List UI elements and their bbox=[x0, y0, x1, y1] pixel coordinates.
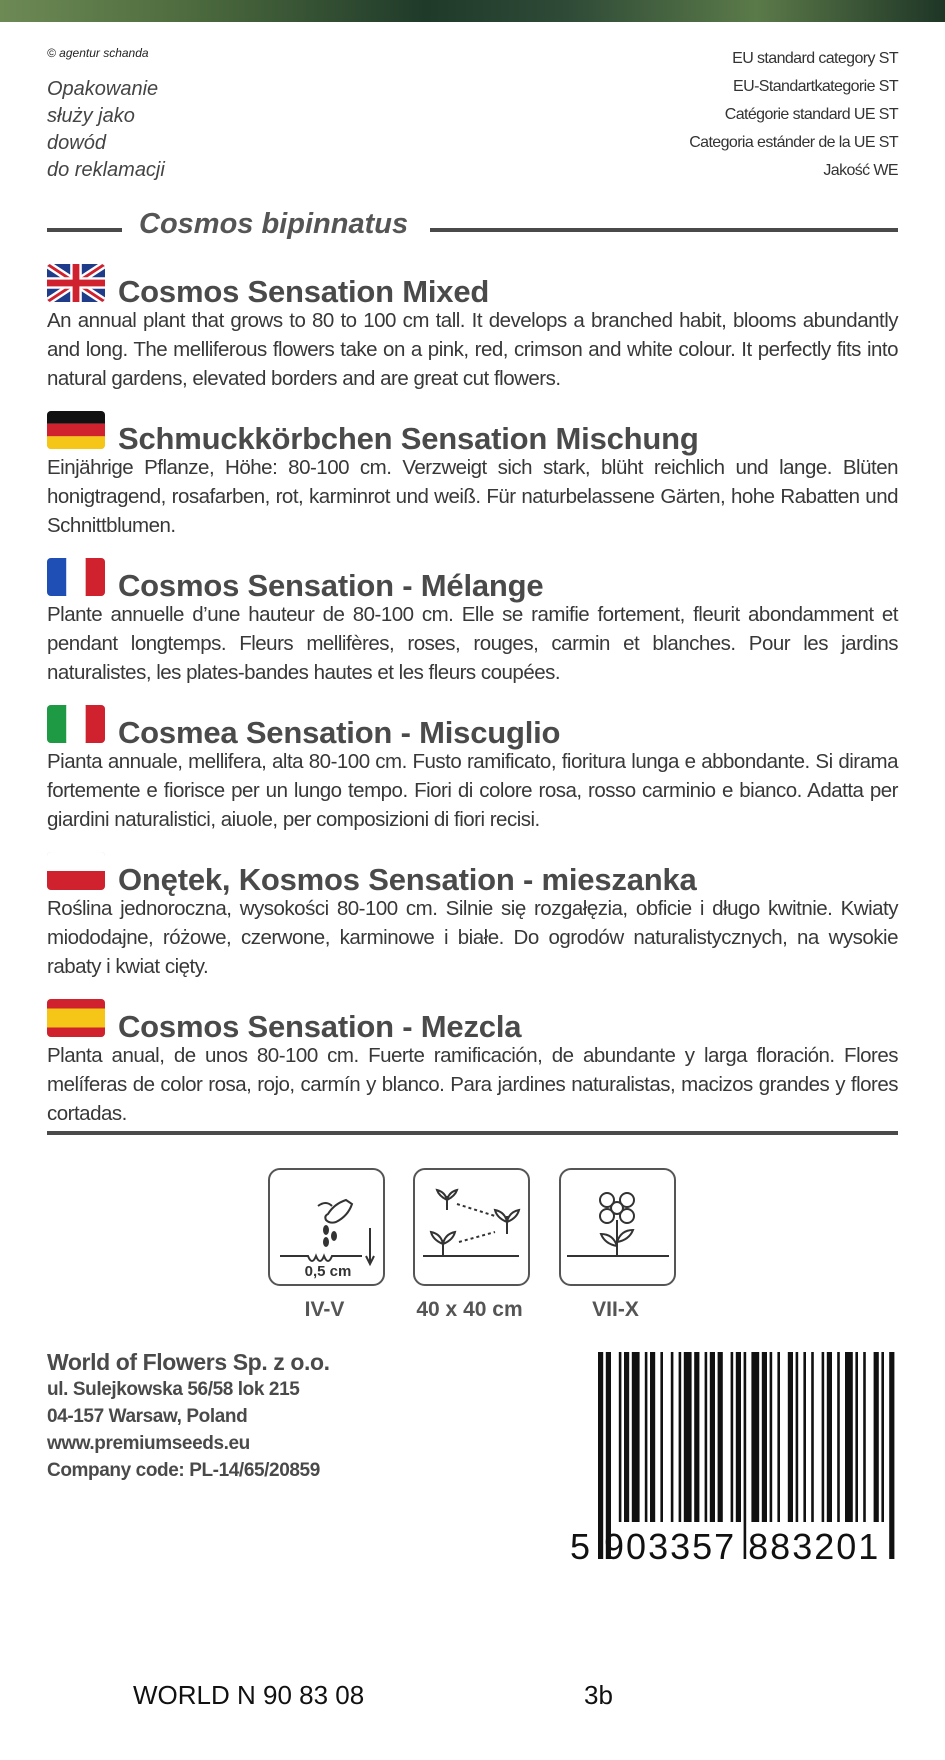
company-website: www.premiumseeds.eu bbox=[47, 1433, 250, 1454]
barcode-bar bbox=[684, 1352, 692, 1522]
section-description: Pianta annuale, mellifera, alta 80-100 cm. Fusto ramificato, fioritura lunga e abbondante. Si dirama fortemente e fiorisce per un lungo tempo. Fiori di colore rosa, rosso carminio e bianco. Adatta per giardini naturalistici, aiuole, per composizioni di fiori recisi. bbox=[47, 750, 898, 831]
sowing-depth-label: 0,5 cm bbox=[304, 1263, 352, 1280]
top-photo-strip bbox=[0, 0, 945, 22]
barcode-number: 5 903357 883201 bbox=[570, 1526, 881, 1567]
barcode-bar bbox=[822, 1352, 825, 1522]
barcode-bar bbox=[811, 1352, 814, 1522]
company-name: World of Flowers Sp. z o.o. bbox=[47, 1349, 330, 1375]
species-rule-left bbox=[47, 228, 122, 232]
section-title: Onętek, Kosmos Sensation - mieszanka bbox=[118, 862, 697, 897]
barcode-bar bbox=[710, 1352, 715, 1522]
barcode-bar bbox=[777, 1352, 780, 1522]
section-french bbox=[47, 558, 898, 687]
poland-flag-icon bbox=[47, 852, 105, 890]
barcode-bar bbox=[650, 1352, 655, 1522]
section-description: Einjährige Pflanze, Höhe: 80-100 cm. Verzweigt sich stark, blüht reichlich und lange. Blüten honigtragend, rosafarben, rot, karminrot und weiß. Für naturbelassene Gärten, hohe Rabatten und Schnittblumen. bbox=[47, 456, 898, 537]
barcode-bar bbox=[881, 1352, 884, 1522]
spain-flag-icon bbox=[47, 999, 105, 1037]
barcode-bar bbox=[770, 1352, 773, 1522]
packaging-note-line: do reklamacji bbox=[47, 159, 165, 181]
barcode-bar bbox=[671, 1352, 674, 1522]
section-english bbox=[47, 264, 898, 393]
separator-rule bbox=[47, 1131, 898, 1135]
packaging-note-line: Opakowanie bbox=[47, 78, 159, 100]
germany-flag-icon bbox=[47, 411, 105, 449]
italy-flag-icon bbox=[47, 705, 105, 743]
barcode-bar bbox=[845, 1352, 853, 1522]
barcode-bar bbox=[736, 1352, 741, 1522]
eu-category-line: Catégorie standard UE ST bbox=[724, 106, 898, 123]
barcode-bar bbox=[718, 1352, 723, 1522]
uk-flag-icon bbox=[47, 264, 105, 302]
section-description: An annual plant that grows to 80 to 100 cm tall. It develops a branched habit, blooms abundantly and long. The melliferous flowers take on a pink, red, crimson and white colour. It perfectly fits into natural gardens, elevated borders and are great cut flowers. bbox=[47, 309, 898, 390]
barcode-bar bbox=[632, 1352, 640, 1522]
barcode-bar bbox=[788, 1352, 793, 1522]
section-spanish bbox=[47, 999, 898, 1128]
section-title: Cosmos Sensation Mixed bbox=[118, 274, 490, 309]
section-description: Plante annuelle d’une hauteur de 80-100 cm. Elle se ramifie fortement, fleurit abondamment et pendant longtemps. Fleurs mellifères, roses, rouges, carmin et blanches. Pour les jardins naturalistes, les plates-bandes hautes et les fleurs coupées. bbox=[47, 603, 898, 684]
flowering-icon bbox=[559, 1168, 676, 1286]
sowing-period-label: IV-V bbox=[304, 1298, 345, 1321]
plant-spacing-icon bbox=[413, 1168, 530, 1286]
section-title: Cosmos Sensation - Mezcla bbox=[118, 1009, 522, 1044]
france-flag-icon bbox=[47, 558, 105, 596]
barcode-bar bbox=[679, 1352, 682, 1522]
barcode-bar bbox=[874, 1352, 879, 1522]
section-polish bbox=[47, 852, 898, 981]
packaging-note-line: służy jako bbox=[47, 105, 135, 127]
eu-category-list bbox=[689, 45, 898, 185]
barcode-bar bbox=[660, 1352, 663, 1522]
barcode-bar bbox=[731, 1352, 734, 1522]
barcode-bar bbox=[645, 1352, 648, 1522]
sowing-depth-icon bbox=[268, 1168, 385, 1286]
company-address-line: 04-157 Warsaw, Poland bbox=[47, 1406, 248, 1427]
barcode-bar bbox=[624, 1352, 629, 1522]
eu-category-line: Categoria estánder de la UE ST bbox=[689, 134, 898, 151]
section-title: Cosmea Sensation - Miscuglio bbox=[118, 715, 561, 750]
barcode-bar bbox=[855, 1352, 858, 1522]
section-german bbox=[47, 411, 898, 540]
barcode-bar bbox=[796, 1352, 799, 1522]
copyright-note: © agentur schanda bbox=[47, 46, 149, 60]
barcode-bar bbox=[751, 1352, 759, 1522]
barcode-bar bbox=[619, 1352, 622, 1522]
section-description: Planta anual, de unos 80-100 cm. Fuerte ramificación, de abundante y larga floración. Flores melíferas de color rosa, rojo, carmín y blanco. Para jardines naturalistas, macizos grandes y flores cortadas. bbox=[47, 1044, 898, 1125]
print-variant: 3b bbox=[584, 1680, 613, 1710]
section-description: Roślina jednoroczna, wysokości 80-100 cm. Silnie się rozgałęzia, obficie i długo kwitnie. Kwiaty miododajne, różowe, czerwone, karminowe i białe. Do ogrodów naturalistycznych, na wysokie rabaty i kwiat cięty. bbox=[47, 897, 898, 978]
spacing-label: 40 x 40 cm bbox=[416, 1298, 523, 1321]
barcode-bar bbox=[694, 1352, 699, 1522]
company-code: Company code: PL-14/65/20859 bbox=[47, 1460, 320, 1481]
barcode-bar bbox=[827, 1352, 832, 1522]
packaging-note bbox=[47, 76, 227, 184]
eu-category-line: EU standard category ST bbox=[732, 50, 898, 67]
barcode-bar bbox=[762, 1352, 767, 1522]
species-rule-right bbox=[430, 228, 898, 232]
flowering-period-label: VII-X bbox=[592, 1298, 639, 1321]
barcode-bar bbox=[803, 1352, 806, 1522]
section-italian bbox=[47, 705, 898, 834]
barcode-bar bbox=[889, 1352, 894, 1559]
barcode-bar bbox=[863, 1352, 866, 1522]
company-info bbox=[47, 1349, 330, 1484]
eu-category-line: EU-Standartkategorie ST bbox=[733, 78, 898, 95]
barcode-bar bbox=[705, 1352, 708, 1522]
barcode-bar bbox=[837, 1352, 840, 1522]
packaging-note-line: dowód bbox=[47, 132, 106, 154]
product-code: WORLD N 90 83 08 bbox=[133, 1680, 365, 1710]
section-title: Schmuckkörbchen Sensation Mischung bbox=[118, 421, 699, 456]
company-address-line: ul. Sulejkowska 56/58 lok 215 bbox=[47, 1379, 300, 1400]
section-title: Cosmos Sensation - Mélange bbox=[118, 568, 544, 603]
eu-category-line: Jakość WE bbox=[823, 162, 898, 179]
species-name: Cosmos bipinnatus bbox=[135, 208, 412, 241]
